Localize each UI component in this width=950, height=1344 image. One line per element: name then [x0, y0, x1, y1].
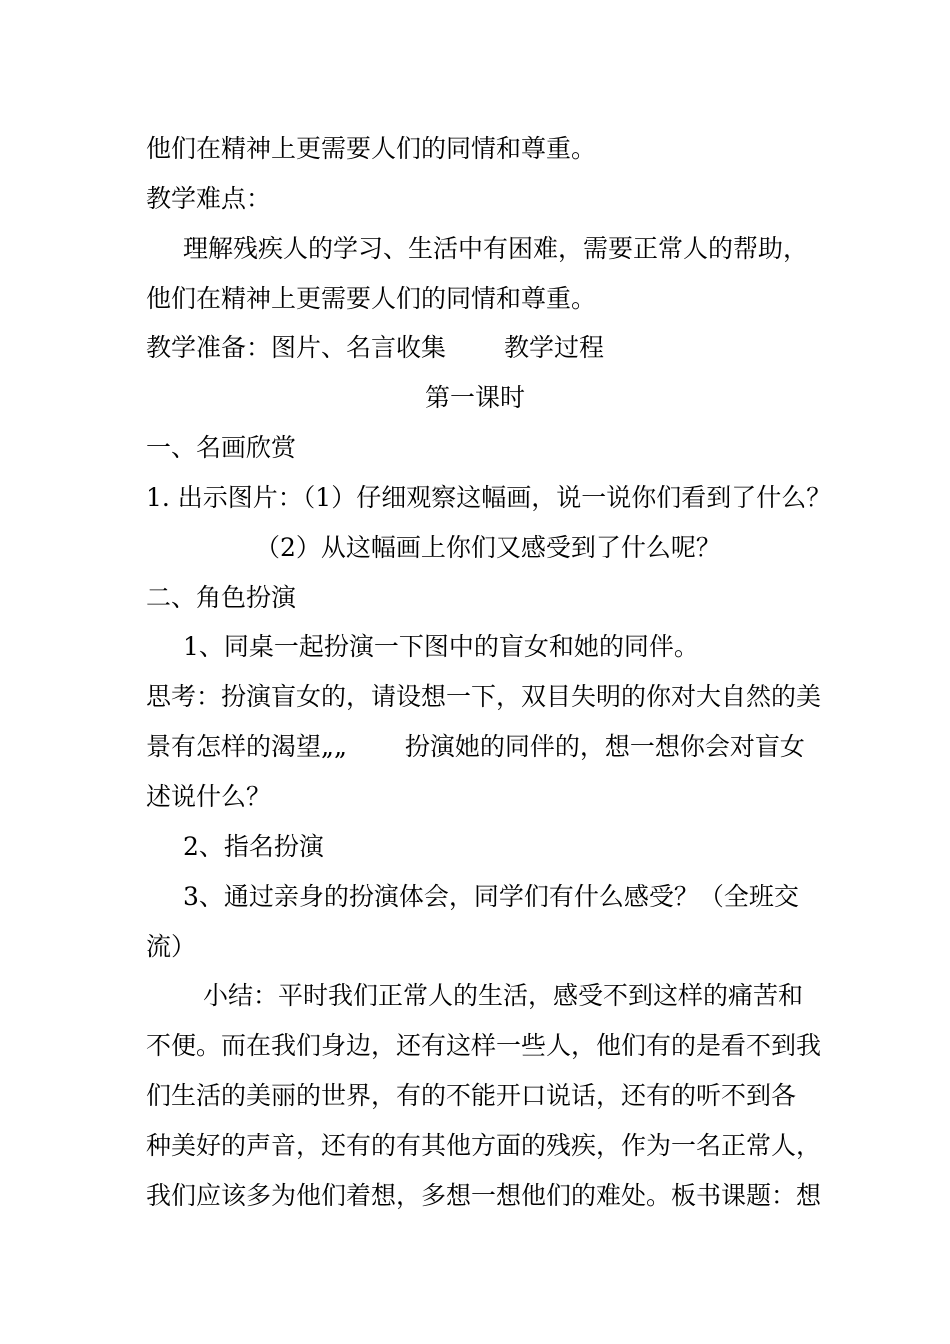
text-line-11: 1、同桌一起扮演一下图中的盲女和她的同伴。: [183, 632, 699, 661]
text-line-4: 他们在精神上更需要人们的同情和尊重。: [146, 284, 597, 313]
summary-line-1: 小结：平时我们正常人的生活，感受不到这样的痛苦和: [203, 981, 804, 1010]
text-line-14: 述说什么？: [146, 782, 272, 811]
heading-teaching-difficulty: 教学难点：: [146, 184, 272, 213]
text-line-3: 理解残疾人的学习、生活中有困难，需要正常人的帮助，: [183, 234, 809, 263]
section-heading-2: 二、角色扮演: [146, 583, 297, 612]
section-heading-1: 一、名画欣赏: [146, 433, 297, 462]
summary-line-3: 们生活的美丽的世界，有的不能开口说话，还有的听不到各: [146, 1081, 797, 1110]
summary-line-4: 种美好的声音，还有的有其他方面的残疾，作为一名正常人，: [146, 1131, 822, 1160]
text-line-13: 景有怎样的渴望„„ 扮演她的同伴的，想一想你会对盲女: [146, 732, 805, 761]
summary-line-2: 不便。而在我们身边，还有这样一些人，他们有的是看不到我: [146, 1031, 822, 1060]
summary-line-5: 我们应该多为他们着想，多想一想他们的难处。板书课题：想: [146, 1181, 822, 1210]
text-line-12: 思考：扮演盲女的，请设想一下，双目失明的你对大自然的美: [146, 682, 822, 711]
lesson-title: 第一课时: [424, 383, 525, 412]
text-line-1: 他们在精神上更需要人们的同情和尊重。: [146, 134, 597, 163]
text-line-16: 3、通过亲身的扮演体会，同学们有什么感受？（全班交: [183, 882, 799, 911]
text-line-8: 1. 出示图片：（1）仔细观察这幅画，说一说你们看到了什么？: [146, 483, 832, 512]
text-line-17: 流）: [146, 932, 197, 961]
text-line-15: 2、指名扮演: [183, 832, 324, 861]
teaching-preparation-line: 教学准备：图片、名言收集 教学过程: [146, 333, 604, 362]
text-line-9: （2）从这幅画上你们又感受到了什么呢？: [255, 533, 721, 562]
